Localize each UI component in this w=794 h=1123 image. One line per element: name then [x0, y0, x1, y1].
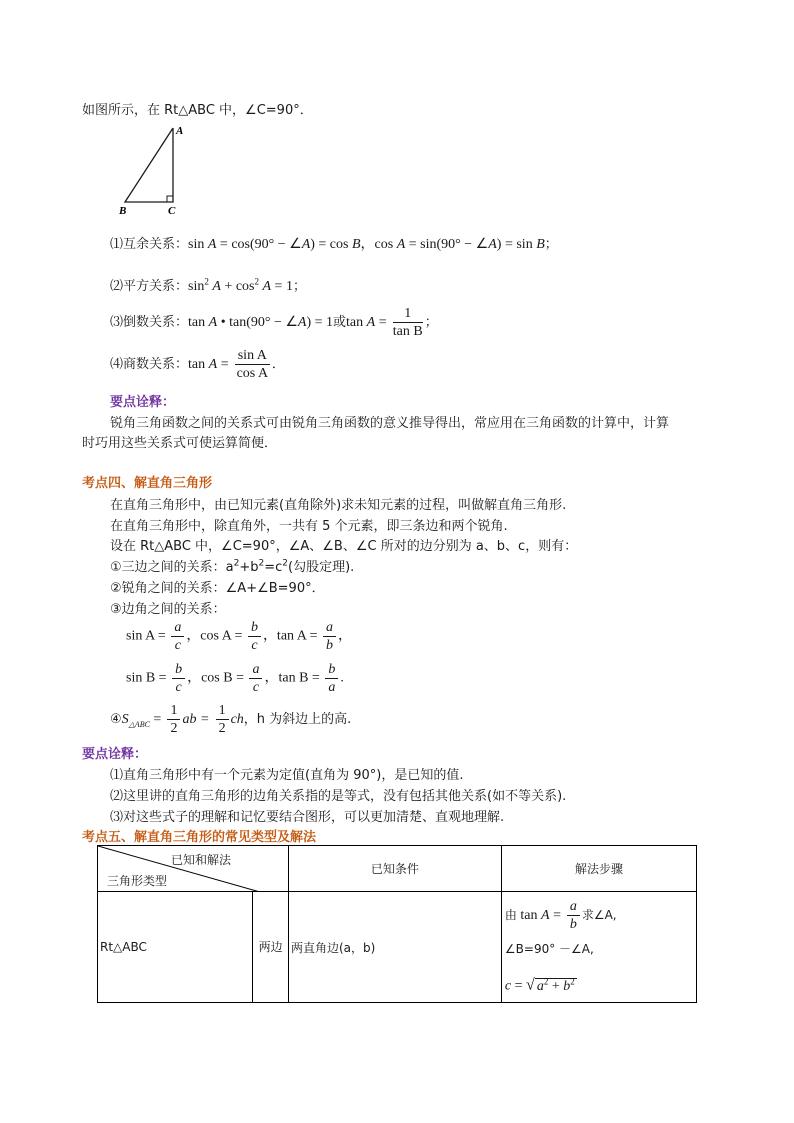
fraction-sin-over-cos: $\frac{\text{sin A}}{\text{cos A}}$ — [236, 348, 269, 381]
area-formula: $④S_{\triangle ABC}$ = $\frac{1}{2}$ ab = $\frac{1}{2}$ ch，h 为斜边上的高. — [110, 703, 352, 736]
section4-title: 考点四、解直角三角形 — [82, 476, 213, 491]
step-find-angle-b: ∠B=90° －∠A, — [504, 942, 594, 956]
section4-acute-angles: ②锐角之间的关系：∠A+∠B=90°． — [110, 581, 325, 596]
relation-quotient: ⑷商数关系：tan A = $\frac{\text{sin A}}{\text{cos A}}$ ． — [110, 348, 285, 381]
note1-line1: 锐角三角函数之间的关系式可由锐角三角函数的意义推导得出，常应用在三角函数的计算中，计算 — [110, 416, 670, 431]
triangle-outline — [125, 128, 173, 202]
header-known-and-solution: 已知和解法 — [171, 853, 232, 867]
cell-solution-steps — [501, 892, 696, 1003]
step-find-angle-a: 由 tan A = $\frac{a}{b}$ 求∠A, — [504, 899, 617, 932]
note2-line1: ⑴直角三角形中有一个元素为定值(直角为 90°)，是已知的值. — [110, 768, 464, 783]
note2-line3: ⑶对这些式子的理解和记忆要结合图形，可以更加清楚、直观地理解. — [110, 810, 505, 825]
cell-triangle-type: Rt△ABC — [98, 892, 253, 1003]
fraction-1-over-tanB: $\frac{1}{\text{tan B}}$ — [392, 306, 423, 339]
note1-title: 要点诠释： — [110, 395, 176, 410]
table-diagonal-header-cell — [98, 846, 289, 892]
step-hypotenuse: c = √ $a^2 + b^2$ — [504, 976, 575, 994]
relation-complementary: ⑴互余关系：sin A = cos(90° − ∠A) = cos B，cos A = sin(90° − ∠A) = sin B； — [110, 237, 558, 252]
vertex-a-label: A — [176, 125, 184, 137]
section4-line2: 在直角三角形中，除直角外，一共有 5 个元素，即三条边和两个锐角. — [110, 519, 508, 534]
solution-types-table — [97, 845, 697, 1003]
cell-two-legs: 两直角边(a，b) — [288, 892, 501, 1003]
header-solution-steps: 解法步骤 — [501, 846, 696, 892]
relation-reciprocal: ⑶倒数关系：tan A • tan(90° − ∠A) = 1或tan A = $\frac{1}{\text{tan B}}$ ； — [110, 306, 438, 339]
formulas-angle-b: sin B = $\frac{b}{c}$ ，cos B = $\frac{a}{c}$ ，tan B = $\frac{b}{a}$ . — [126, 662, 344, 695]
cell-two-sides: 两边 — [253, 892, 289, 1003]
relation-square: ⑵平方关系：$\sin^2 A + \cos^2 A = 1$； — [110, 276, 306, 294]
table-row — [98, 892, 697, 1003]
vertex-c-label: C — [168, 205, 176, 217]
section5-title: 考点五、解直角三角形的常见类型及解法 — [82, 830, 317, 845]
header-triangle-type: 三角形类型 — [107, 874, 168, 888]
formulas-angle-a: sin A = $\frac{a}{c}$ ，cos A = $\frac{b}{c}$ ，tan A = $\frac{a}{b}$ ， — [126, 620, 353, 653]
table-header-row — [98, 846, 697, 892]
note2-line2: ⑵这里讲的直角三角形的边角关系指的是等式，没有包括其他关系(如不等关系). — [110, 789, 567, 804]
note1-line2: 时巧用这些关系式可使运算简便． — [82, 436, 278, 451]
vertex-b-label: B — [119, 205, 127, 217]
section4-line3: 设在 Rt△ABC 中，∠C=90°，∠A、∠B、∠C 所对的边分别为 a、b、c，则有： — [110, 539, 578, 554]
header-known-conditions: 已知条件 — [288, 846, 501, 892]
note2-title: 要点诠释： — [82, 747, 148, 762]
intro-text: 如图所示，在 Rt△ABC 中，∠C=90°． — [82, 103, 313, 118]
section4-side-angle: ③边角之间的关系： — [110, 602, 226, 617]
section4-line1: 在直角三角形中，由已知元素(直角除外)求未知元素的过程，叫做解直角三角形. — [110, 498, 567, 513]
triangle-figure — [115, 122, 195, 218]
section4-pythagoras: ①三边之间的关系：$a^2+b^2=c^2$(勾股定理). — [110, 558, 355, 575]
right-angle-mark — [167, 196, 173, 202]
